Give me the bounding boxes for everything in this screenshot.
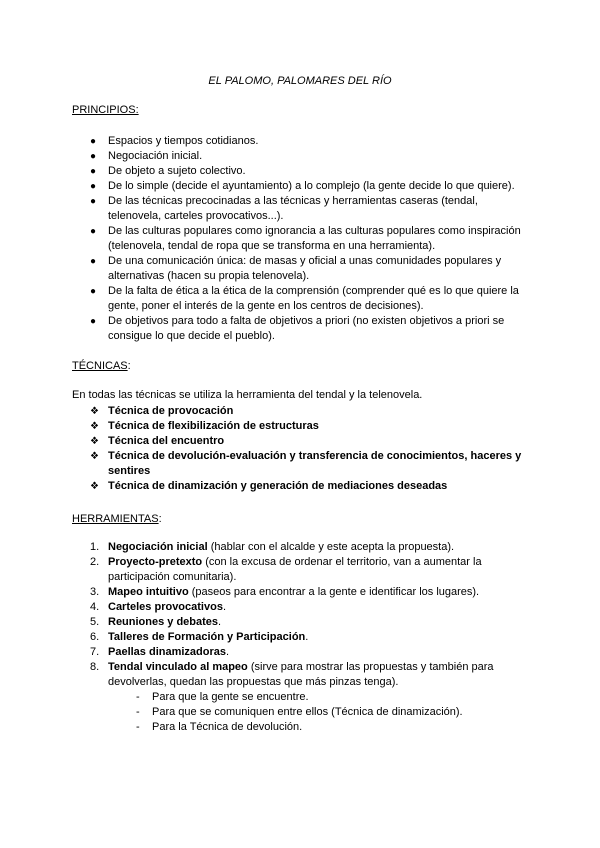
herramientas-heading-line: HERRAMIENTAS: <box>72 513 162 525</box>
document-title: EL PALOMO, PALOMARES DEL RÍO <box>208 75 392 87</box>
list-item: 5. Reuniones y debates. <box>90 616 222 628</box>
list-item: 7. Paellas dinamizadoras. <box>90 646 230 658</box>
bullet-icon: ● <box>90 166 97 177</box>
list-item: 3. Mapeo intuitivo (paseos para encontrar a la gente e identificar los lugares). <box>90 586 480 598</box>
list-item: ● De una comunicación única: de masas y oficial a unas comunidades populares y alternativas (hacen su propia telenovela). <box>90 255 502 282</box>
list-item: ❖ Técnica del encuentro <box>90 435 225 447</box>
sub-list-item: - Para la Técnica de devolución. <box>136 721 303 733</box>
principios-heading: PRINCIPIOS: <box>72 104 139 116</box>
list-item: 8. Tendal vinculado al mapeo (sirve para mostrar las propuestas y también para devolverlas, quedan las propuestas que más pinzas tenga). - Para que la gente se encuentre. - Para que se comuniquen entre ellos (Técnica de dinamización). - Para la Técnica de devolución. <box>72 660 532 735</box>
list-item: ❖ Técnica de devolución-evaluación y transferencia de conocimientos, haceres y sentires <box>90 450 522 477</box>
tecnicas-list <box>90 404 540 494</box>
list-item: 1. Negociación inicial (hablar con el alcalde y este acepta la propuesta). <box>90 541 455 553</box>
list-item: 4. Carteles provocativos. <box>90 601 226 613</box>
sub-list <box>108 690 532 735</box>
diamond-bullet-icon: ❖ <box>90 406 99 417</box>
diamond-bullet-icon: ❖ <box>90 451 99 462</box>
sub-list-item: - Para que la gente se encuentre. <box>136 691 309 703</box>
list-item: ● Espacios y tiempos cotidianos. <box>90 135 259 147</box>
bullet-icon: ● <box>90 196 97 207</box>
diamond-bullet-icon: ❖ <box>90 421 99 432</box>
bullet-icon: ● <box>90 136 97 147</box>
diamond-bullet-icon: ❖ <box>90 481 99 492</box>
sub-list-item: - Para que se comuniquen entre ellos (Técnica de dinamización). <box>136 706 463 718</box>
diamond-bullet-icon: ❖ <box>90 436 99 447</box>
list-item: ❖ Técnica de dinamización y generación de mediaciones deseadas <box>90 480 448 492</box>
tecnicas-intro: En todas las técnicas se utiliza la herramienta del tendal y la telenovela. <box>72 389 423 401</box>
principios-list <box>72 134 532 344</box>
herramientas-list <box>72 540 532 735</box>
herramientas-heading: HERRAMIENTAS <box>72 513 159 525</box>
bullet-icon: ● <box>90 181 97 192</box>
list-item: ● Negociación inicial. <box>90 150 203 162</box>
bullet-icon: ● <box>90 316 97 327</box>
bullet-icon: ● <box>90 226 97 237</box>
list-item: ❖ Técnica de flexibilización de estructuras <box>90 420 319 432</box>
list-item: 2. Proyecto-pretexto (con la excusa de ordenar el territorio, van a aumentar la participación comunitaria). <box>90 556 482 583</box>
list-item: ● De la falta de ética a la ética de la comprensión (comprender qué es lo que quiere la gente, poner el interés de la gente en los centros de decisiones). <box>90 285 519 312</box>
bullet-icon: ● <box>90 286 97 297</box>
list-item: ● De lo simple (decide el ayuntamiento) a lo complejo (la gente decide lo que quiere). <box>90 180 515 192</box>
list-item: 6. Talleres de Formación y Participación. <box>90 631 309 643</box>
list-item: ● De las técnicas precocinadas a las técnicas y herramientas caseras (tendal, telenovela, carteles provocativos...). <box>90 195 478 222</box>
list-item: ❖ Técnica de provocación <box>90 405 234 417</box>
list-item: ● De objetivos para todo a falta de objetivos a priori (no existen objetivos a priori se consigue lo que decide el pueblo). <box>90 315 505 342</box>
bullet-icon: ● <box>90 151 97 162</box>
tecnicas-heading: TÉCNICAS <box>72 360 128 372</box>
list-item: ● De las culturas populares como ignorancia a las culturas populares como inspiración (telenovela, tendal de ropa que se transforma en una herramienta). <box>90 225 521 252</box>
bullet-icon: ● <box>90 256 97 267</box>
list-item: ● De objeto a sujeto colectivo. <box>90 165 246 177</box>
tecnicas-heading-line: TÉCNICAS: <box>72 360 131 372</box>
